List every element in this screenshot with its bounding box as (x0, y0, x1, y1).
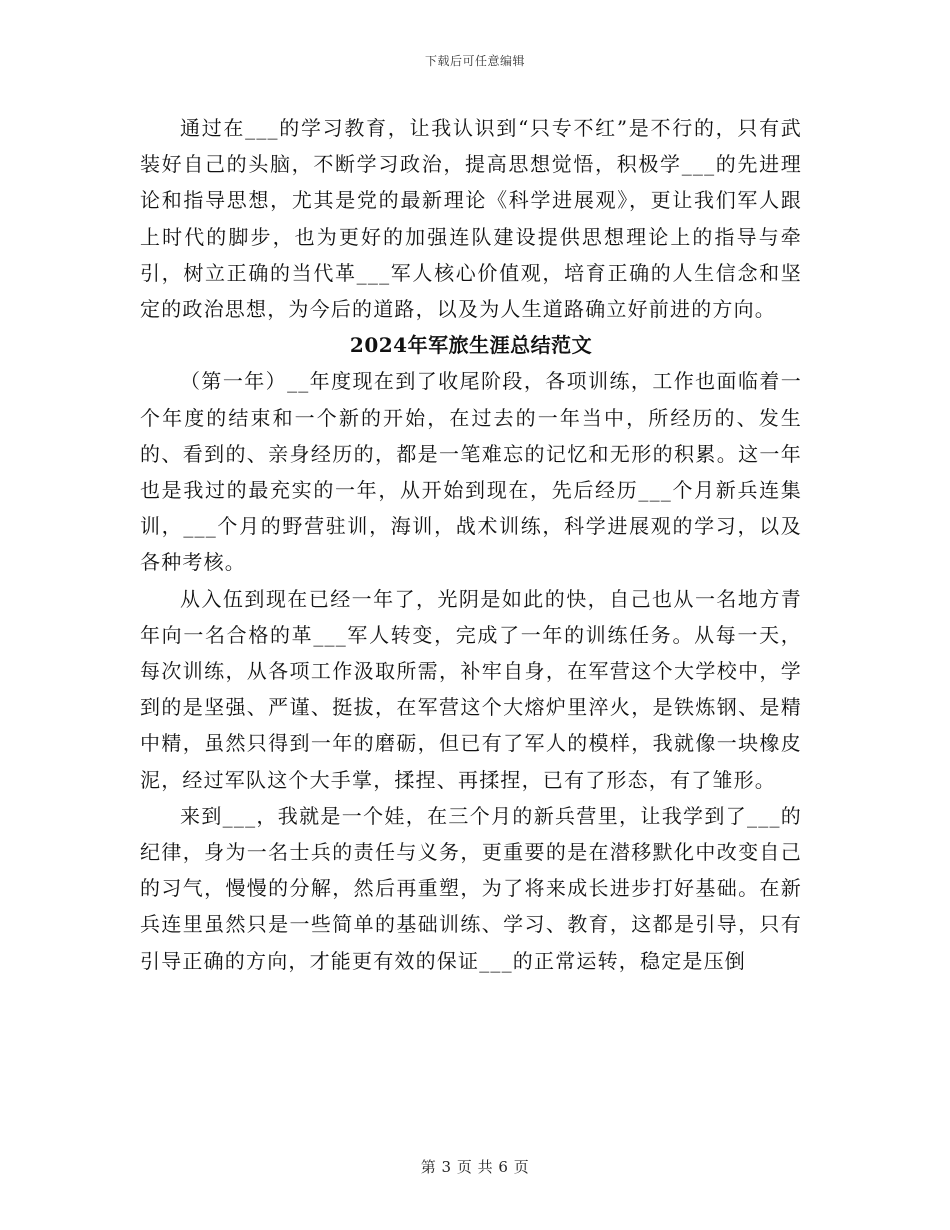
section-title: 2024年军旅生涯总结范文 (349, 333, 593, 358)
page-header: 下载后可任意编辑 (424, 54, 525, 68)
page-number: 第 3 页 共 6 页 (420, 1158, 530, 1176)
paragraph-1: 通过在___的学习教育，让我认识到“只专不红”是不行的，只有武装好自己的头脑，不断学习政治，提高思想觉悟，积极学___的先进理论和指导思想，尤其是党的最新理论《科学进展观》，更让我们军人跟上时代的脚步，也为更好的加强连队建设提供思想理论上的指导与牵引，树立正确的当代革___军人核心价值观，培育正确的人生信念和坚定的政治思想，为今后的道路，以及为人生道路确立好前进的方向。 (140, 116, 802, 322)
paragraph-4: 来到___，我就是一个娃，在三个月的新兵营里，让我学到了___的纪律，身为一名士兵的责任与义务，更重要的是在潜移默化中改变自己的习气，慢慢的分解，然后再重塑，为了将来成长进步打好基础。在新兵连里虽然只是一些简单的基础训练、学习、教育，这都是引导，只有引导正确的方向，才能更有效的保证___的正常运转，稳定是压倒 (140, 803, 802, 973)
paragraph-3: 从入伍到现在已经一年了，光阴是如此的快，自己也从一名地方青年向一名合格的革___军人转变，完成了一年的训练任务。从每一天，每次训练，从各项工作汲取所需，补牢自身，在军营这个大学校中，学到的是坚强、严谨、挺拔，在军营这个大熔炉里淬火，是铁炼钢、是精中精，虽然只得到一年的磨砺，但已有了军人的模样，我就像一块橡皮泥，经过军队这个大手掌，揉捏、再揉捏，已有了形态，有了雏形。 (140, 586, 802, 792)
document-body (140, 110, 802, 979)
paragraph-2: （第一年）__年度现在到了收尾阶段，各项训练，工作也面临着一个年度的结束和一个新的开始，在过去的一年当中，所经历的、发生的、看到的、亲身经历的，都是一笔难忘的记忆和无形的积累。这一年也是我过的最充实的一年，从开始到现在，先后经历___个月新兵连集训，___个月的野营驻训，海训，战术训练，科学进展观的学习，以及各种考核。 (140, 369, 802, 575)
